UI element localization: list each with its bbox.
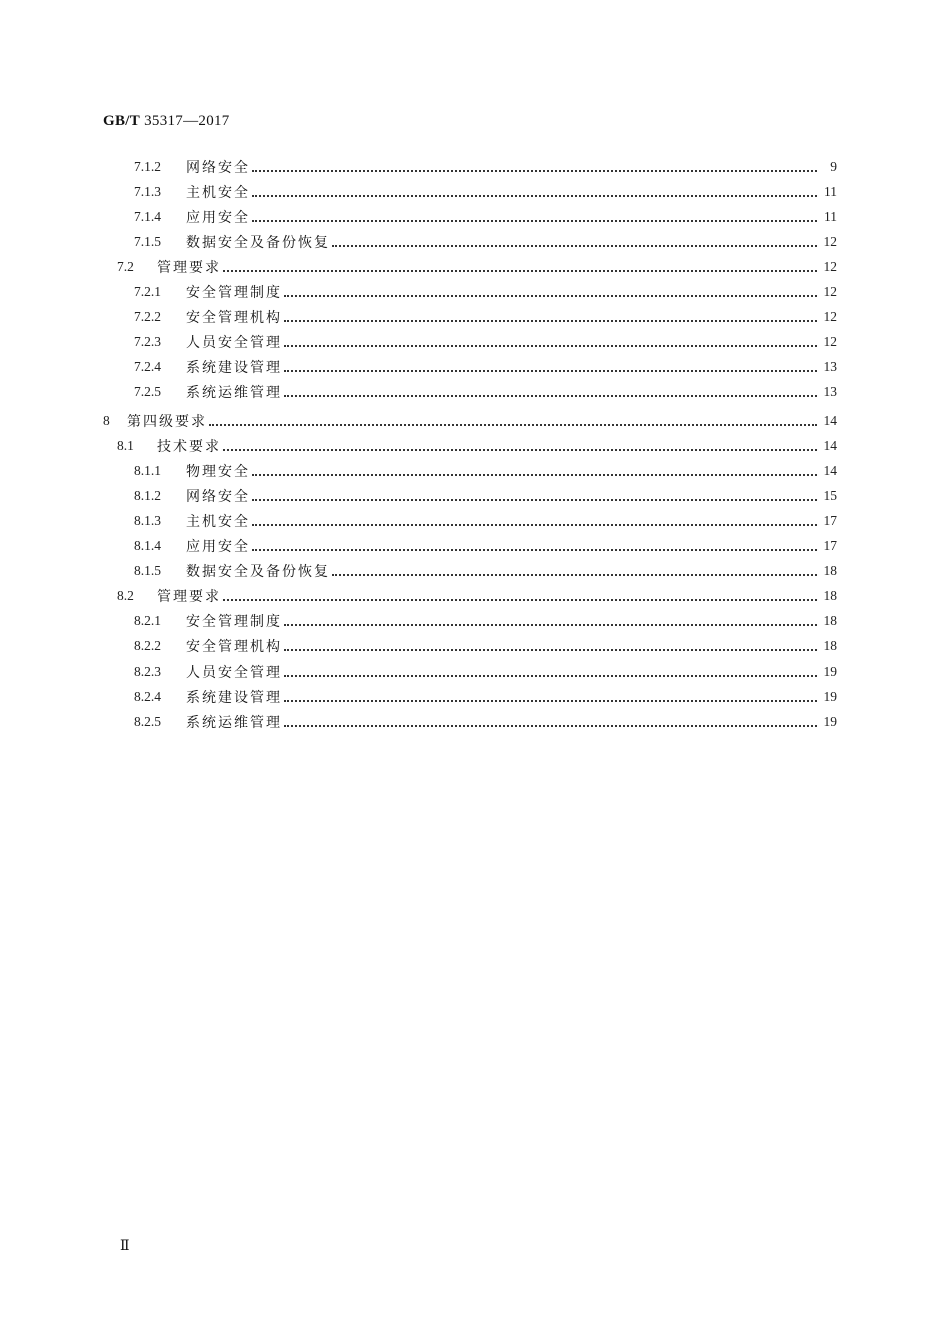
toc-entry[interactable] xyxy=(117,254,837,279)
toc-entry[interactable] xyxy=(117,433,837,458)
toc-entry-page: 15 xyxy=(823,487,837,503)
toc-entry-number: 7.2 xyxy=(117,258,134,274)
toc-entry[interactable] xyxy=(134,659,837,684)
toc-dot-leader xyxy=(284,281,817,297)
toc-dot-leader xyxy=(223,585,817,601)
toc-entry[interactable] xyxy=(134,634,837,659)
toc-entry-page: 13 xyxy=(823,384,837,400)
toc-dot-leader xyxy=(284,661,817,677)
toc-entry[interactable] xyxy=(134,684,837,709)
page-number: Ⅱ xyxy=(120,1239,130,1254)
toc-entry-title: 管理要求 xyxy=(157,589,221,606)
toc-dot-leader xyxy=(332,231,817,247)
toc-dot-leader xyxy=(284,356,817,372)
toc-dot-leader xyxy=(284,331,817,347)
toc-entry-title: 网络安全 xyxy=(186,159,250,176)
toc-entry-title: 安全管理机构 xyxy=(186,639,282,656)
toc-entry[interactable] xyxy=(134,154,837,179)
toc-entry-title: 数据安全及备份恢复 xyxy=(186,234,330,251)
toc-entry-number: 7.2.5 xyxy=(134,384,161,400)
toc-dot-leader xyxy=(252,156,817,172)
toc-entry-page: 11 xyxy=(824,183,837,199)
toc-entry[interactable] xyxy=(134,508,837,533)
toc-entry-title: 网络安全 xyxy=(186,488,250,505)
toc-entry-number: 7.2.1 xyxy=(134,284,161,299)
toc-entry-page: 19 xyxy=(823,663,837,679)
toc-dot-leader xyxy=(252,206,817,222)
toc-entry[interactable] xyxy=(134,609,837,634)
toc-entry[interactable] xyxy=(134,204,837,229)
toc-dot-leader xyxy=(252,460,817,476)
toc-entry[interactable] xyxy=(134,229,837,254)
toc-entry[interactable] xyxy=(117,584,837,609)
toc-entry-title: 人员安全管理 xyxy=(186,335,282,352)
toc-entry-title: 系统运维管理 xyxy=(186,714,282,731)
toc-entry-title: 技术要求 xyxy=(157,438,221,455)
toc-entry-page: 14 xyxy=(823,437,837,453)
toc-entry[interactable] xyxy=(134,483,837,508)
toc-entry[interactable] xyxy=(103,408,837,433)
toc-entry[interactable] xyxy=(134,330,837,355)
toc-entry-title: 物理安全 xyxy=(186,463,250,480)
toc-entry-number: 8.2.5 xyxy=(134,713,161,729)
toc-entry-number: 8.2.4 xyxy=(134,688,161,704)
toc-dot-leader xyxy=(332,560,817,576)
standard-code: GB/T xyxy=(103,113,141,129)
toc-entry-title: 数据安全及备份恢复 xyxy=(186,564,330,581)
toc-entry-number: 8.2.1 xyxy=(134,613,161,629)
toc-entry[interactable] xyxy=(134,534,837,559)
toc-entry-page: 9 xyxy=(830,158,837,174)
toc-entry-title: 主机安全 xyxy=(186,513,250,530)
toc-entry-number: 8.1.4 xyxy=(134,538,161,553)
toc-entry-number: 8.2.3 xyxy=(134,663,161,679)
toc-entry-title: 管理要求 xyxy=(157,259,221,276)
toc-dot-leader xyxy=(284,610,817,626)
toc-dot-leader xyxy=(284,306,817,322)
toc-entry-page: 19 xyxy=(823,713,837,729)
document-header xyxy=(103,113,230,130)
toc-dot-leader xyxy=(223,256,817,272)
toc-entry-number: 8.1 xyxy=(117,437,134,453)
toc-entry-number: 8.2.2 xyxy=(134,638,161,654)
toc-entry-title: 第四级要求 xyxy=(127,413,207,430)
toc-entry-number: 7.2.3 xyxy=(134,334,161,350)
toc-entry-number: 7.1.2 xyxy=(134,158,161,174)
toc-entry-title: 系统运维管理 xyxy=(186,385,282,402)
toc-dot-leader xyxy=(252,485,817,501)
toc-dot-leader xyxy=(284,686,817,702)
toc-entry-number: 8.1.1 xyxy=(134,462,161,478)
toc-entry-page: 17 xyxy=(823,512,837,528)
toc-entry-title: 系统建设管理 xyxy=(186,360,282,377)
toc-entry-title: 安全管理机构 xyxy=(186,310,282,327)
toc-entry-number: 8 xyxy=(103,412,110,428)
toc-dot-leader xyxy=(284,635,817,651)
toc-entry-number: 8.2 xyxy=(117,588,134,604)
toc-entry-number: 8.1.2 xyxy=(134,487,161,503)
toc-entry-page: 19 xyxy=(823,688,837,704)
toc-entry-number: 7.1.4 xyxy=(134,208,161,224)
toc-entry[interactable] xyxy=(134,559,837,584)
toc-entry-page: 12 xyxy=(823,309,837,325)
toc-entry-number: 8.1.5 xyxy=(134,563,161,579)
toc-entry-page: 18 xyxy=(823,613,837,629)
toc-entry-title: 安全管理制度 xyxy=(186,285,282,301)
toc-entry-title: 人员安全管理 xyxy=(186,664,282,681)
toc-dot-leader xyxy=(284,381,817,397)
toc-entry-number: 7.1.5 xyxy=(134,233,161,249)
toc-entry-title: 主机安全 xyxy=(186,184,250,201)
toc-dot-leader xyxy=(252,510,817,526)
toc-entry[interactable] xyxy=(134,355,837,380)
toc-entry-page: 12 xyxy=(823,258,837,274)
toc-entry-title: 系统建设管理 xyxy=(186,689,282,706)
toc-entry[interactable] xyxy=(134,305,837,330)
toc-dot-leader xyxy=(223,435,817,451)
toc-entry-page: 18 xyxy=(823,638,837,654)
toc-entry-number: 8.1.3 xyxy=(134,512,161,528)
toc-entry-title: 应用安全 xyxy=(186,539,250,555)
toc-entry-title: 应用安全 xyxy=(186,209,250,226)
toc-dot-leader xyxy=(209,410,817,426)
toc-entry[interactable] xyxy=(134,458,837,483)
toc-entry-page: 14 xyxy=(823,462,837,478)
toc-entry-page: 12 xyxy=(823,233,837,249)
toc-entry-page: 13 xyxy=(823,359,837,375)
toc-entry[interactable] xyxy=(134,709,837,734)
toc-entry-number: 7.2.2 xyxy=(134,309,161,325)
toc-entry-title: 安全管理制度 xyxy=(186,614,282,631)
toc-entry-page: 12 xyxy=(823,334,837,350)
toc-entry[interactable] xyxy=(134,179,837,204)
toc-entry-page: 18 xyxy=(823,588,837,604)
toc-entry[interactable] xyxy=(134,380,837,405)
toc-entry-page: 17 xyxy=(823,538,837,553)
toc-entry-page: 11 xyxy=(824,208,837,224)
toc-dot-leader xyxy=(252,535,817,551)
toc-entry-number: 7.1.3 xyxy=(134,183,161,199)
toc-entry-page: 18 xyxy=(823,563,837,579)
toc-entry[interactable] xyxy=(134,280,837,305)
toc-entry-page: 14 xyxy=(823,412,837,428)
toc-dot-leader xyxy=(284,711,817,727)
toc-entry-number: 7.2.4 xyxy=(134,359,161,375)
toc-dot-leader xyxy=(252,181,817,197)
toc-entry-page: 12 xyxy=(823,284,837,299)
standard-number: 35317—2017 xyxy=(144,113,230,129)
